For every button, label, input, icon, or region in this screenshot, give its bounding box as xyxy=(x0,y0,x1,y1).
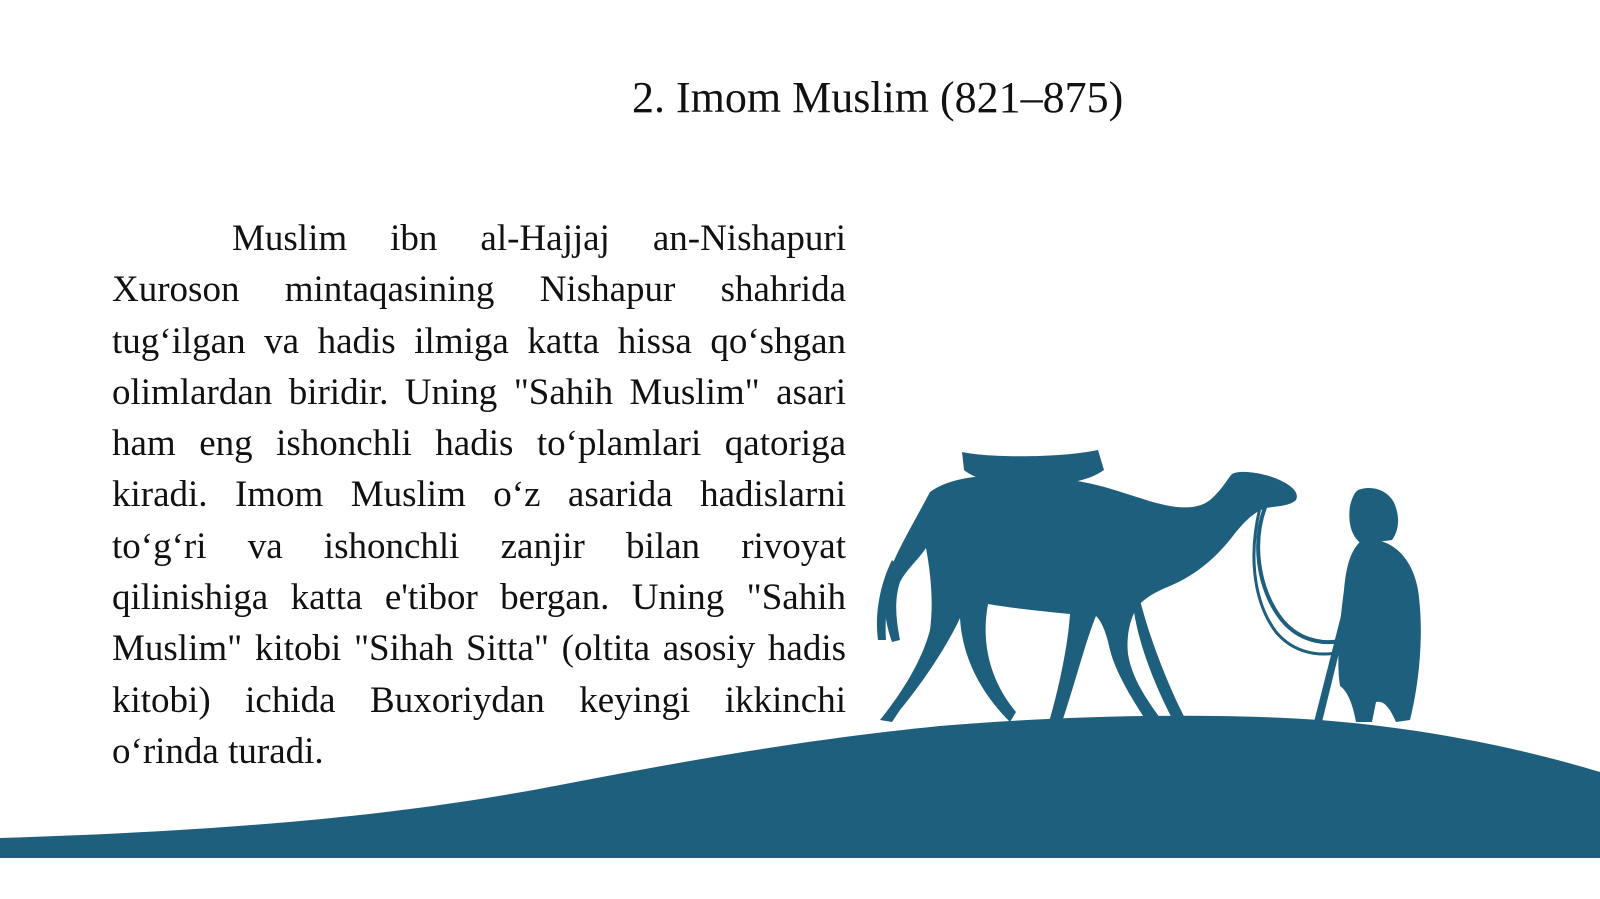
camel-icon xyxy=(877,450,1297,722)
slide-paragraph: Muslim ibn al-Hajjaj an-Nishapuri Xuroson mintaqasining Nishapur shahrida tug‘ilgan va hadis ilmiga katta hissa qo‘shgan olimlardan biridir. Uning "Sahih Muslim" asari ham eng ishonchli hadis to‘plamlari qatoriga kiradi. Imom Muslim o‘z asarida hadislarni to‘g‘ri va ishonchli zanjir bilan rivoyat qilinishiga katta e'tibor bergan. Uning "Sahih Muslim" kitobi "Sihah Sitta" (oltita asosiy hadis kitobi) ichida Buxoriydan keyingi ikkinchi o‘rinda turadi. xyxy=(112,218,846,772)
slide-title: 2. Imom Muslim (821–875) xyxy=(632,73,1124,122)
traveler-icon xyxy=(1314,488,1421,722)
lead-rope xyxy=(1258,500,1352,642)
